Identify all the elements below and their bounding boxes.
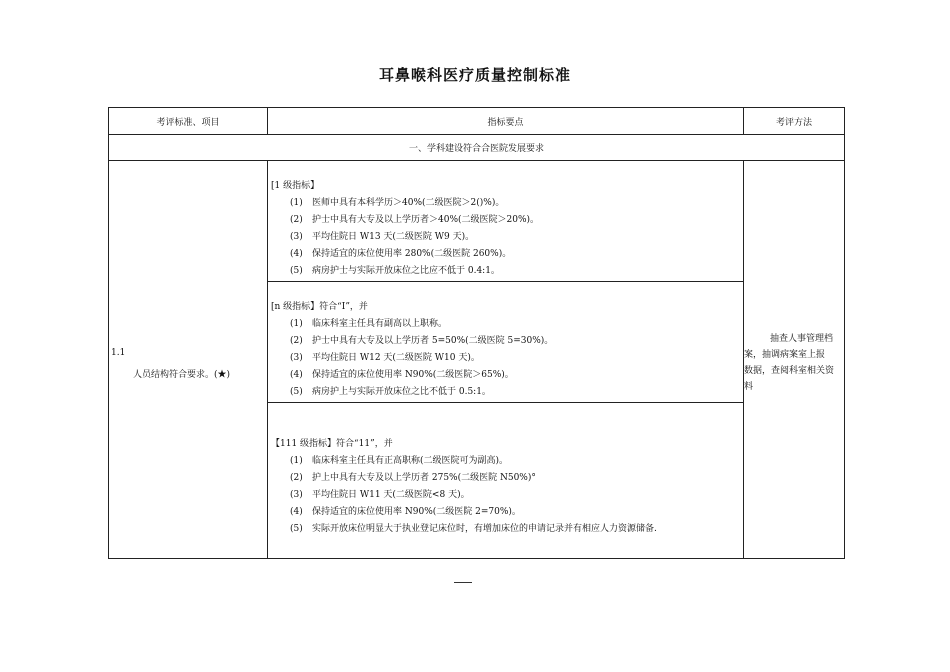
level-1-title: [1 级指标】: [271, 181, 320, 191]
level-2-block: [268, 282, 743, 403]
section-title: 一、学科建设符合合医院发展要求: [109, 135, 845, 161]
method-text: 抽查人事管理档 案，抽调病案室上报 数据，查阅科室相关资 料: [744, 334, 835, 392]
level-3-line: (5) 实际开放床位明显大于执业登记床位时，有增加床位的申请记录并有相应人力资源储备.: [290, 524, 657, 534]
item-cell: [109, 161, 268, 559]
level-3-block: [268, 403, 743, 558]
level-3-line: (1) 临床科室主任具有正高职称(二级医院可为副高)。: [290, 456, 509, 466]
level-3-line: (4) 保持适宜的床位使用率 N90%(二级医院 2=70%)。: [290, 507, 521, 517]
level-3-title: 【111 级指标】符合“11”，并: [271, 439, 393, 449]
level-3-line: (3) 平均住院日 W11 天(二级医院<8 天)。: [290, 490, 470, 500]
table-header-row: [109, 108, 845, 135]
method-cell: [744, 161, 845, 559]
quality-standard-table: [108, 107, 845, 559]
header-key-points: 指标要点: [268, 108, 744, 135]
document-title: 耳鼻喉科医疗质量控制标准: [378, 66, 571, 84]
footer-divider: [454, 582, 472, 583]
level-1-line: (3) 平均住院日 W13 天(二级医院 W9 天)。: [290, 232, 475, 242]
level-1-line: (5) 病房护士与实际开放床位之比应不低于 0.4:1。: [290, 266, 500, 276]
level-2-line: (1) 临床科室主任具有副高以上职称。: [290, 319, 448, 329]
level-2-line: (3) 平均住院日 W12 天(二级医院 W10 天)。: [290, 353, 480, 363]
level-2-line: (5) 病房护上与实际开放床位之比不低于 0.5:1。: [290, 387, 491, 397]
level-1-line: (2) 护士中具有大专及以上学历者＞40%(二级医院＞20%)。: [290, 215, 540, 225]
header-method: 考评方法: [744, 108, 845, 135]
level-2-title: [n 级指标】符合“I”，并: [271, 302, 368, 312]
item-number: 1.1: [111, 348, 126, 358]
level-3-line: (2) 护上中具有大专及以上学历者 275%(二级医院 N50%)°: [290, 473, 536, 483]
indicator-cell: [268, 161, 744, 559]
level-2-line: (4) 保持适宜的床位使用率 N90%(二级医院＞65%)。: [290, 370, 514, 380]
level-2-line: (2) 护士中具有大专及以上学历者 5=50%(二级医院 5=30%)。: [290, 336, 554, 346]
item-row: [109, 161, 845, 559]
level-1-line: (4) 保持适宜的床位使用率 280%(二级医院 260%)。: [290, 249, 512, 259]
header-criteria: 考评标准、项目: [109, 108, 268, 135]
level-1-line: (1) 医师中具有本科学历＞40%(二级医院＞2()%)。: [290, 198, 505, 208]
section-row: [109, 135, 845, 161]
item-text: 人员结构符合要求。(★): [133, 370, 231, 380]
level-1-block: [268, 161, 743, 282]
